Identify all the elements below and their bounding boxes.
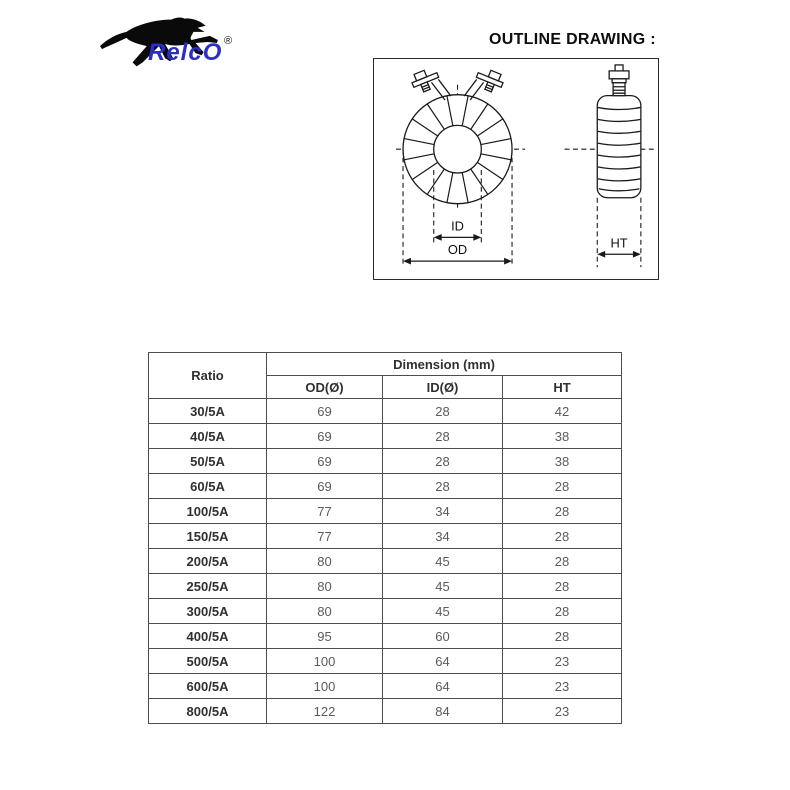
ratio-header: Ratio [149,353,267,399]
outline-drawing-title: OUTLINE DRAWING : [489,31,656,48]
ht-cell: 28 [503,524,622,549]
table-row [149,549,622,574]
outline-drawing-figure [374,59,658,279]
id-cell: 34 [383,524,503,549]
od-dimension [403,242,512,264]
ht-cell: 28 [503,624,622,649]
ratio-cell: 500/5A [149,649,267,674]
ratio-cell: 100/5A [149,499,267,524]
od-cell: 69 [267,474,383,499]
od-cell: 77 [267,499,383,524]
table-header-row [149,353,622,376]
table-row [149,624,622,649]
od-cell: 122 [267,699,383,724]
ht-cell: 38 [503,449,622,474]
ratio-cell: 40/5A [149,424,267,449]
brand-name: RelcO [148,39,223,66]
ratio-cell: 30/5A [149,399,267,424]
ht-cell: 23 [503,699,622,724]
ratio-cell: 400/5A [149,624,267,649]
od-cell: 80 [267,574,383,599]
ht-cell: 23 [503,649,622,674]
table-row [149,574,622,599]
id-cell: 45 [383,574,503,599]
ht-cell: 23 [503,674,622,699]
ht-cell: 38 [503,424,622,449]
right-terminal-icon [464,66,505,99]
id-cell: 60 [383,624,503,649]
table-row [149,524,622,549]
ht-dimension-label: HT [610,235,628,251]
od-cell: 100 [267,674,383,699]
id-dimension [434,218,482,240]
ht-cell: 28 [503,549,622,574]
ratio-cell: 800/5A [149,699,267,724]
table-row [149,424,622,449]
ht-dimension [597,235,641,257]
ht-cell: 28 [503,599,622,624]
id-cell: 45 [383,549,503,574]
od-cell: 77 [267,524,383,549]
table-row [149,449,622,474]
ratio-cell: 60/5A [149,474,267,499]
registered-trademark-icon: ® [224,35,233,47]
id-cell: 84 [383,699,503,724]
dimension-table [148,352,622,724]
od-column-header: OD(Ø) [267,376,383,399]
od-cell: 100 [267,649,383,674]
table-row [149,474,622,499]
table-row [149,674,622,699]
table-row [149,399,622,424]
side-view-body [597,96,641,198]
toroid-side-view [597,65,641,198]
table-row [149,699,622,724]
table-row [149,599,622,624]
ratio-cell: 200/5A [149,549,267,574]
id-column-header: ID(Ø) [383,376,503,399]
od-cell: 69 [267,424,383,449]
od-dimension-label: OD [447,242,468,258]
ht-cell: 28 [503,574,622,599]
id-cell: 28 [383,474,503,499]
ht-cell: 28 [503,499,622,524]
id-cell: 28 [383,424,503,449]
ratio-cell: 250/5A [149,574,267,599]
table-row [149,499,622,524]
id-dimension-label: ID [451,218,464,234]
id-cell: 34 [383,499,503,524]
brand-logo [96,13,246,77]
left-terminal-icon [409,66,450,99]
ht-cell: 42 [503,399,622,424]
table-row [149,649,622,674]
id-cell: 45 [383,599,503,624]
ht-cell: 28 [503,474,622,499]
id-cell: 64 [383,674,503,699]
ratio-cell: 50/5A [149,449,267,474]
od-cell: 69 [267,399,383,424]
id-cell: 28 [383,399,503,424]
top-terminal-icon [609,65,629,96]
dimension-header: Dimension (mm) [267,353,622,376]
ratio-cell: 600/5A [149,674,267,699]
od-cell: 80 [267,599,383,624]
ratio-cell: 150/5A [149,524,267,549]
outline-drawing-box [373,58,659,280]
id-cell: 28 [383,449,503,474]
od-cell: 69 [267,449,383,474]
od-cell: 95 [267,624,383,649]
id-cell: 64 [383,649,503,674]
ht-column-header: HT [503,376,622,399]
od-cell: 80 [267,549,383,574]
ratio-cell: 300/5A [149,599,267,624]
toroid-inner-circle [434,125,482,173]
